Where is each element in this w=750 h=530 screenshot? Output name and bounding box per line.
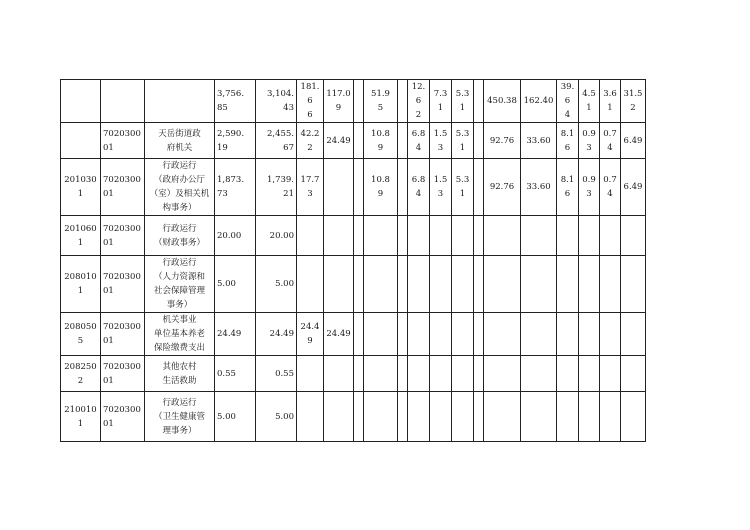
table-cell — [484, 392, 521, 442]
table-cell: 33.60 — [521, 159, 557, 216]
table-cell — [521, 356, 557, 392]
table-cell — [579, 313, 600, 356]
table-row — [61, 123, 646, 159]
table-cell — [474, 356, 484, 392]
table-cell — [452, 313, 474, 356]
table-cell: 5.3 1 — [452, 80, 474, 123]
table-cell — [324, 159, 354, 216]
table-cell — [474, 392, 484, 442]
table-cell — [484, 216, 521, 256]
table-cell — [145, 80, 215, 123]
table-cell — [324, 256, 354, 313]
table-cell: 天岳街道政 府机关 — [145, 123, 215, 159]
table-row — [61, 80, 646, 123]
table-cell — [557, 392, 579, 442]
table-cell: 0.7 4 — [600, 159, 621, 216]
table-cell: 0.55 — [215, 356, 256, 392]
table-cell: 208250 2 — [61, 356, 101, 392]
table-cell — [408, 216, 430, 256]
table-cell — [484, 313, 521, 356]
table-cell — [61, 123, 101, 159]
table-cell: 8.16 — [557, 159, 579, 216]
table-cell — [408, 392, 430, 442]
table-cell — [579, 256, 600, 313]
table-cell — [557, 256, 579, 313]
table-cell — [364, 313, 398, 356]
table-cell: 92.76 — [484, 159, 521, 216]
table-cell: 117.0 9 — [324, 80, 354, 123]
table-cell — [621, 392, 646, 442]
table-cell: 7020300 01 — [101, 392, 145, 442]
table-cell: 行政运行 （政府办公厅 （室）及相关机 构事务） — [145, 159, 215, 216]
table-cell — [324, 216, 354, 256]
table-cell: 行政运行 （卫生健康管 理事务） — [145, 392, 215, 442]
table-cell — [557, 313, 579, 356]
table-cell — [474, 123, 484, 159]
table-row — [61, 313, 646, 356]
table-cell: 24.49 — [324, 313, 354, 356]
table-cell: 208010 1 — [61, 256, 101, 313]
table-cell: 5.00 — [256, 256, 297, 313]
table-cell — [398, 159, 408, 216]
table-cell: 201060 1 — [61, 216, 101, 256]
table-cell: 51.9 5 — [364, 80, 398, 123]
table-cell — [408, 256, 430, 313]
table-cell: 450.38 — [484, 80, 521, 123]
table-cell: 7.3 1 — [430, 80, 452, 123]
table-cell — [354, 123, 364, 159]
table-cell: 其他农村 生活救助 — [145, 356, 215, 392]
table-cell — [354, 256, 364, 313]
table-cell — [398, 256, 408, 313]
table-row — [61, 356, 646, 392]
table-cell — [521, 392, 557, 442]
table-cell: 24.49 — [297, 313, 324, 356]
table-row — [61, 159, 646, 216]
table-cell — [430, 256, 452, 313]
table-cell: 6.49 — [621, 123, 646, 159]
table-row — [61, 216, 646, 256]
table-cell: 7020300 01 — [101, 216, 145, 256]
table-cell: 5.00 — [215, 392, 256, 442]
table-cell — [557, 216, 579, 256]
table-body — [61, 80, 646, 442]
table-cell: 3.6 1 — [600, 80, 621, 123]
table-cell — [354, 313, 364, 356]
table-cell: 12.6 2 — [408, 80, 430, 123]
table-cell — [474, 216, 484, 256]
table-cell: 3,104. 43 — [256, 80, 297, 123]
table-cell: 7020300 01 — [101, 356, 145, 392]
table-cell — [297, 256, 324, 313]
table-cell — [354, 80, 364, 123]
table-cell: 2,455. 67 — [256, 123, 297, 159]
table-cell: 机关事业 单位基本养老 保险缴费支出 — [145, 313, 215, 356]
table-cell: 7020300 01 — [101, 256, 145, 313]
table-cell: 5.3 1 — [452, 123, 474, 159]
table-cell: 2,590. 19 — [215, 123, 256, 159]
table-cell — [297, 392, 324, 442]
table-cell: 6.49 — [621, 159, 646, 216]
table-cell: 10.8 9 — [364, 123, 398, 159]
table-cell — [297, 356, 324, 392]
table-cell: 7020300 01 — [101, 123, 145, 159]
table-cell: 7020300 01 — [101, 313, 145, 356]
table-cell — [364, 392, 398, 442]
table-cell — [600, 392, 621, 442]
table-cell: 行政运行 （人力资源和 社会保障管理 事务） — [145, 256, 215, 313]
table-cell: 0.55 — [256, 356, 297, 392]
table-cell: 92.76 — [484, 123, 521, 159]
table-cell: 5.3 1 — [452, 159, 474, 216]
table-cell — [484, 256, 521, 313]
table-cell — [324, 356, 354, 392]
table-cell: 8.16 — [557, 123, 579, 159]
table-cell — [600, 256, 621, 313]
table-cell: 0.9 3 — [579, 159, 600, 216]
table-cell: 4.5 1 — [579, 80, 600, 123]
table-cell — [600, 216, 621, 256]
table-cell — [61, 80, 101, 123]
table-cell — [430, 356, 452, 392]
table-cell — [579, 392, 600, 442]
table-cell — [452, 256, 474, 313]
table-cell: 3,756. 85 — [215, 80, 256, 123]
table-cell — [579, 216, 600, 256]
table-cell — [364, 256, 398, 313]
table-cell: 33.60 — [521, 123, 557, 159]
table-cell: 0.7 4 — [600, 123, 621, 159]
table-cell: 1.5 3 — [430, 159, 452, 216]
table-cell — [430, 392, 452, 442]
table-cell: 201030 1 — [61, 159, 101, 216]
table-cell — [452, 356, 474, 392]
table-cell — [408, 356, 430, 392]
table-cell — [521, 256, 557, 313]
table-cell — [430, 313, 452, 356]
table-cell: 24.49 — [215, 313, 256, 356]
table-cell — [600, 313, 621, 356]
table-cell — [354, 216, 364, 256]
table-cell: 24.49 — [324, 123, 354, 159]
table-cell — [474, 256, 484, 313]
table-cell — [521, 313, 557, 356]
table-cell — [452, 392, 474, 442]
table-cell — [474, 80, 484, 123]
table-row — [61, 256, 646, 313]
table-cell — [621, 216, 646, 256]
table-cell: 39.6 4 — [557, 80, 579, 123]
table-cell: 行政运行 （财政事务） — [145, 216, 215, 256]
table-cell: 1.5 3 — [430, 123, 452, 159]
table-cell: 20.00 — [215, 216, 256, 256]
table-cell — [621, 356, 646, 392]
table-cell: 1,739. 21 — [256, 159, 297, 216]
table-cell: 208050 5 — [61, 313, 101, 356]
table-cell — [398, 313, 408, 356]
table-cell: 42.22 — [297, 123, 324, 159]
table-cell — [600, 356, 621, 392]
table-cell: 17.73 — [297, 159, 324, 216]
table-cell: 162.40 — [521, 80, 557, 123]
table-cell — [621, 313, 646, 356]
table-cell — [452, 216, 474, 256]
table-cell: 5.00 — [215, 256, 256, 313]
table-cell — [621, 256, 646, 313]
table-cell — [364, 356, 398, 392]
table-cell — [364, 216, 398, 256]
table-row — [61, 392, 646, 442]
table-cell: 20.00 — [256, 216, 297, 256]
table-cell — [579, 356, 600, 392]
table-cell: 31.5 2 — [621, 80, 646, 123]
table-cell — [474, 313, 484, 356]
table-cell: 210010 1 — [61, 392, 101, 442]
table-cell — [398, 216, 408, 256]
table-cell — [398, 123, 408, 159]
table-cell — [398, 392, 408, 442]
table-cell — [101, 80, 145, 123]
table-cell — [398, 356, 408, 392]
table-cell — [474, 159, 484, 216]
table-cell: 6.84 — [408, 123, 430, 159]
budget-expenditure-table — [60, 79, 646, 442]
table-cell — [354, 356, 364, 392]
table-cell — [557, 356, 579, 392]
table-cell: 24.49 — [256, 313, 297, 356]
table-cell: 1,873. 73 — [215, 159, 256, 216]
table-cell — [324, 392, 354, 442]
table-cell: 6.84 — [408, 159, 430, 216]
table-cell: 7020300 01 — [101, 159, 145, 216]
table-cell — [430, 216, 452, 256]
table-cell: 181.6 6 — [297, 80, 324, 123]
table-cell — [297, 216, 324, 256]
table-cell — [484, 356, 521, 392]
table-cell — [354, 159, 364, 216]
table-cell: 10.8 9 — [364, 159, 398, 216]
table-cell: 0.9 3 — [579, 123, 600, 159]
table-cell: 5.00 — [256, 392, 297, 442]
table-cell — [398, 80, 408, 123]
table-cell — [521, 216, 557, 256]
table-cell — [354, 392, 364, 442]
table-cell — [408, 313, 430, 356]
